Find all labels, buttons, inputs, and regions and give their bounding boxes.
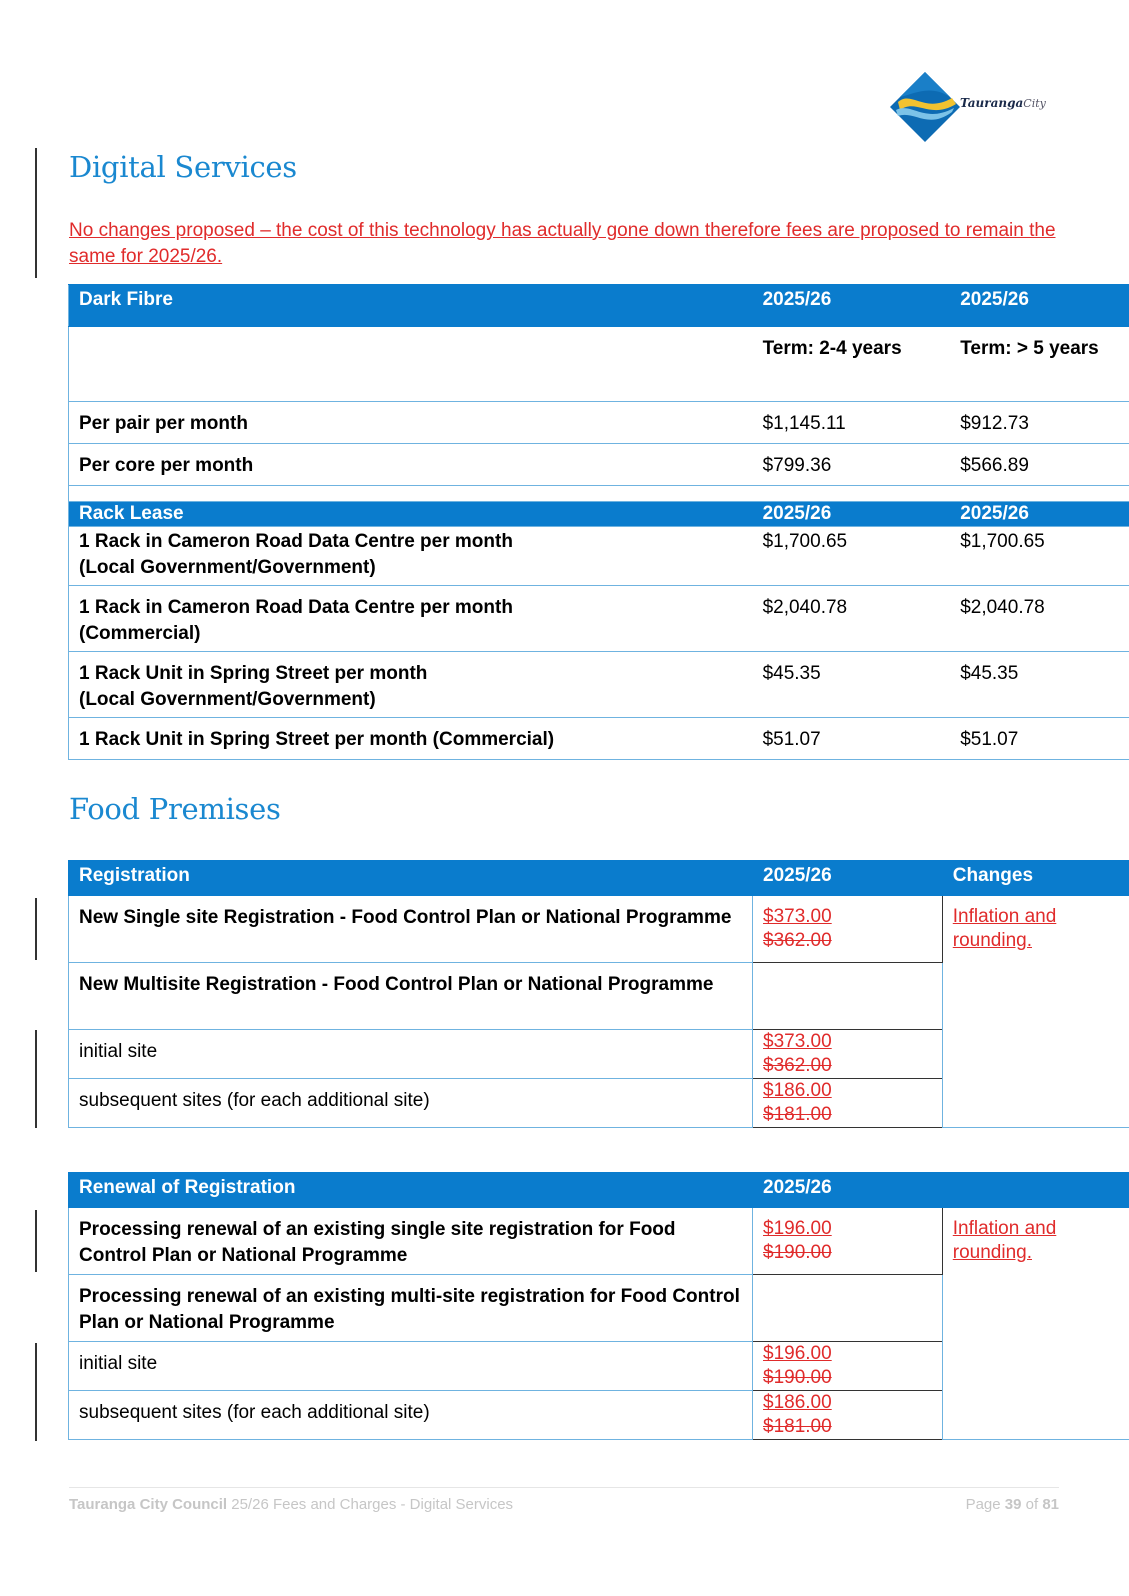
change-note: Inflation and rounding. xyxy=(942,1208,1129,1440)
registration-table xyxy=(68,860,1129,1128)
row-label: subsequent sites (for each additional site) xyxy=(69,1079,753,1128)
price-cell: $186.00 $181.00 xyxy=(753,1079,943,1128)
price-cell xyxy=(753,963,943,1030)
term-label: Term: 2-4 years xyxy=(753,327,951,402)
row-label: Processing renewal of an existing single site registration for Food Control Plan or National Programme xyxy=(69,1208,753,1275)
year-header: 2025/26 xyxy=(753,285,951,327)
registration-header: Registration xyxy=(69,861,753,896)
price-cell: $373.00 $362.00 xyxy=(753,896,943,963)
row-label: subsequent sites (for each additional site) xyxy=(69,1391,753,1440)
dark-fibre-header-row xyxy=(69,285,1129,327)
price-cell: $45.35 xyxy=(753,652,951,718)
price-cell: $566.89 xyxy=(950,444,1129,486)
row-label: 1 Rack in Cameron Road Data Centre per month (Commercial) xyxy=(69,586,753,652)
price-cell: $912.73 xyxy=(950,402,1129,444)
tauranga-city-logo xyxy=(890,72,1060,144)
empty-header xyxy=(942,1173,1129,1208)
price-cell: $196.00 $190.00 xyxy=(753,1208,943,1275)
table-row xyxy=(69,652,1129,718)
price-cell: $51.07 xyxy=(753,718,951,760)
page-footer xyxy=(69,1487,1059,1513)
footer-doc-title: Tauranga City Council 25/26 Fees and Charges - Digital Services xyxy=(69,1496,514,1513)
price-cell: $1,700.65 xyxy=(950,527,1129,586)
change-bar xyxy=(35,898,37,960)
term-row xyxy=(69,327,1129,402)
price-cell: $196.00 $190.00 xyxy=(753,1342,943,1391)
renewal-header-row xyxy=(69,1173,1129,1208)
price-cell: $373.00 $362.00 xyxy=(753,1030,943,1079)
table-row xyxy=(69,896,1129,963)
row-label: initial site xyxy=(69,1342,753,1391)
row-label: New Single site Registration - Food Control Plan or National Programme xyxy=(69,896,753,963)
table-row xyxy=(69,402,1129,444)
rack-lease-header: Rack Lease xyxy=(69,502,753,527)
empty-cell xyxy=(69,327,753,402)
year-header: 2025/26 xyxy=(753,861,943,896)
change-note: Inflation and rounding. xyxy=(942,896,1129,1128)
dark-fibre-header: Dark Fibre xyxy=(69,285,753,327)
change-bar xyxy=(35,1343,37,1441)
rack-lease-header-row xyxy=(69,502,1129,527)
renewal-table xyxy=(68,1172,1129,1440)
page-number: Page 39 of 81 xyxy=(965,1496,1059,1513)
price-cell: $2,040.78 xyxy=(950,586,1129,652)
price-cell: $51.07 xyxy=(950,718,1129,760)
row-label: Processing renewal of an existing multi-site registration for Food Control Plan or National Programme xyxy=(69,1275,753,1342)
section-title-food-premises: Food Premises xyxy=(69,792,281,826)
changes-header: Changes xyxy=(942,861,1129,896)
no-change-notice: No changes proposed – the cost of this technology has actually gone down therefore fees are proposed to remain the same for 2025/26. xyxy=(69,220,1056,267)
table-row xyxy=(69,527,1129,586)
row-label: Per core per month xyxy=(69,444,753,486)
term-label: Term: > 5 years xyxy=(950,327,1129,402)
table-row xyxy=(69,444,1129,486)
year-header: 2025/26 xyxy=(753,502,951,527)
price-cell: $2,040.78 xyxy=(753,586,951,652)
price-cell: $1,145.11 xyxy=(753,402,951,444)
change-bar xyxy=(35,1210,37,1272)
spacer-row xyxy=(69,486,1129,502)
price-cell: $799.36 xyxy=(753,444,951,486)
logo-wordmark: TaurangaCity xyxy=(960,96,1046,110)
logo-diamond-icon xyxy=(890,72,960,142)
price-cell: $186.00 $181.00 xyxy=(753,1391,943,1440)
row-label: initial site xyxy=(69,1030,753,1079)
year-header: 2025/26 xyxy=(950,502,1129,527)
section-title-digital-services: Digital Services xyxy=(69,150,297,184)
year-header: 2025/26 xyxy=(753,1173,943,1208)
row-label: 1 Rack Unit in Spring Street per month (Commercial) xyxy=(69,718,753,760)
table-row xyxy=(69,1208,1129,1275)
year-header: 2025/26 xyxy=(950,285,1129,327)
price-cell: $1,700.65 xyxy=(753,527,951,586)
table-row xyxy=(69,718,1129,760)
digital-services-table xyxy=(68,284,1129,760)
price-cell xyxy=(753,1275,943,1342)
row-label: 1 Rack Unit in Spring Street per month (Local Government/Government) xyxy=(69,652,753,718)
change-bar xyxy=(35,148,37,278)
renewal-header: Renewal of Registration xyxy=(69,1173,753,1208)
row-label: New Multisite Registration - Food Control Plan or National Programme xyxy=(69,963,753,1030)
registration-header-row xyxy=(69,861,1129,896)
change-bar xyxy=(35,1030,37,1128)
row-label: 1 Rack in Cameron Road Data Centre per month (Local Government/Government) xyxy=(69,527,753,586)
table-row xyxy=(69,586,1129,652)
price-cell: $45.35 xyxy=(950,652,1129,718)
row-label: Per pair per month xyxy=(69,402,753,444)
